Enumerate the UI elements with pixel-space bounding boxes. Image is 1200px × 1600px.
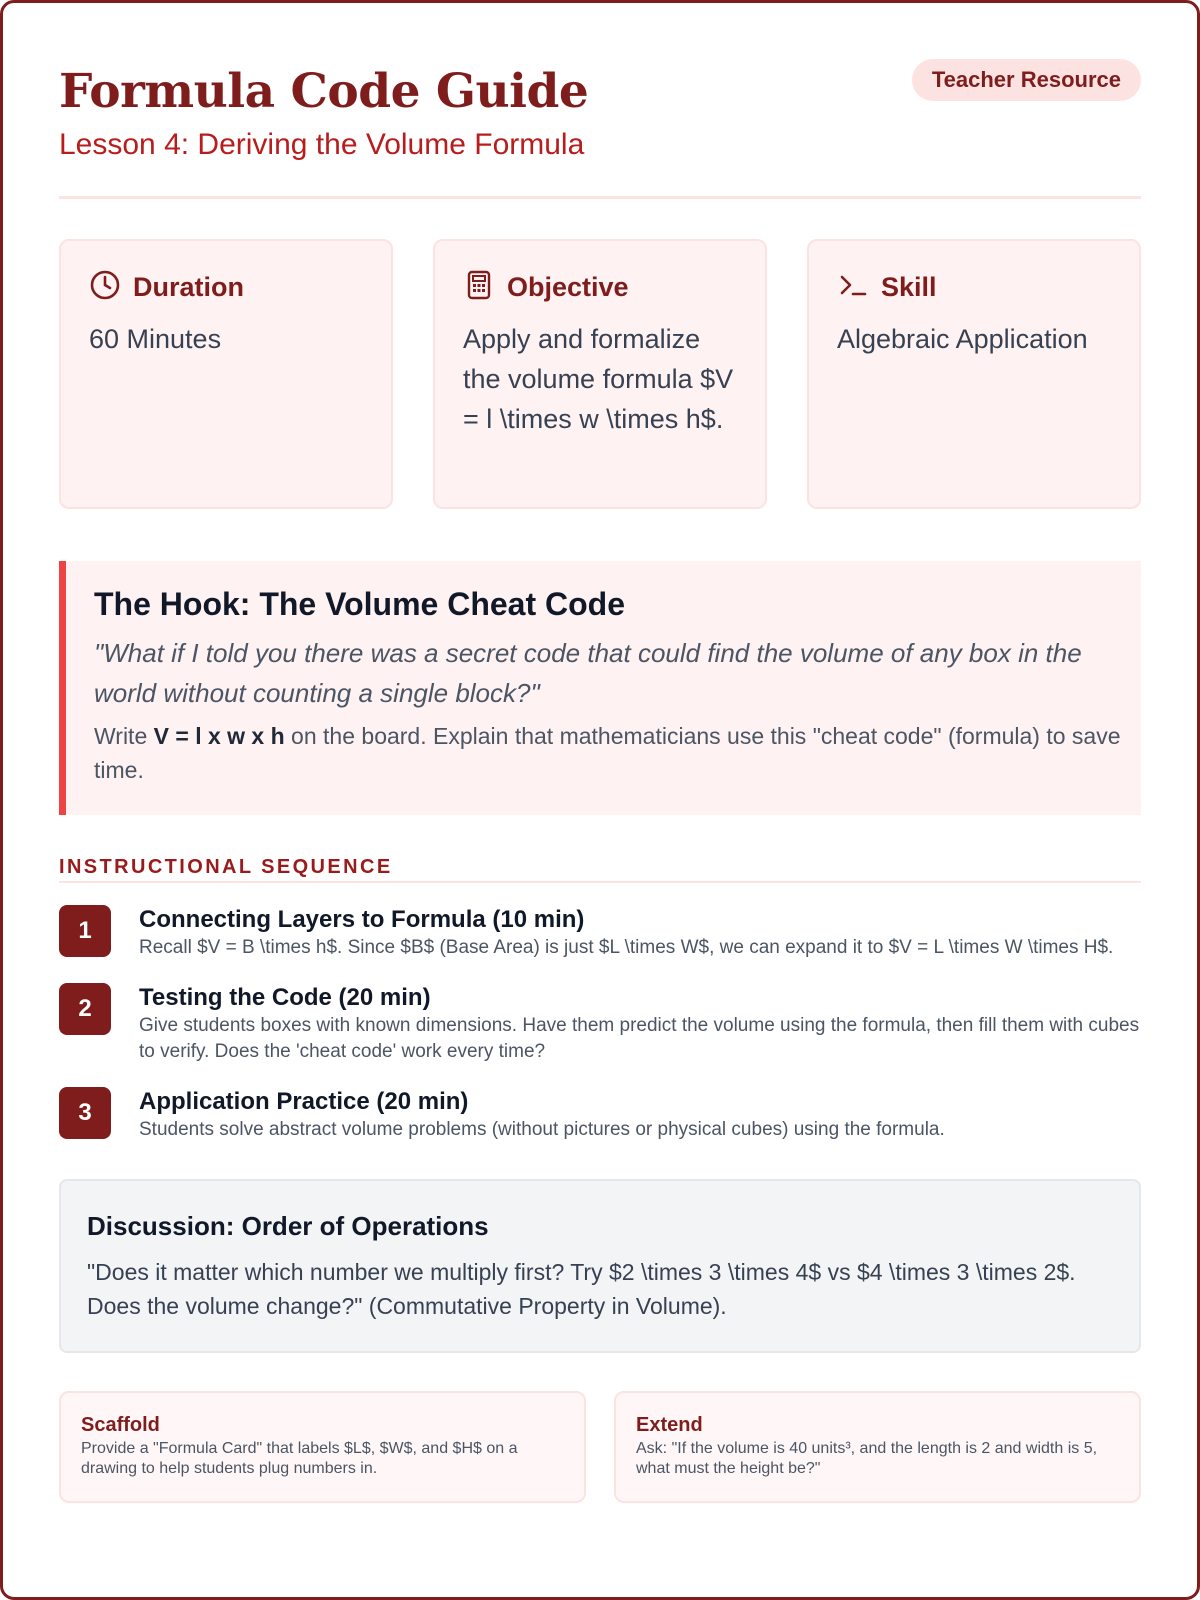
step-description: Students solve abstract volume problems (without pictures or physical cubes) using the formula.	[139, 1119, 945, 1140]
info-cards	[59, 239, 1141, 509]
duration-title: Duration	[133, 271, 244, 302]
step-description: Recall $V = B \times h$. Since $B$ (Base Area) is just $L \times W$, we can expand it to $V = L \times W \times H$.	[139, 937, 1114, 958]
duration-value: 60 Minutes	[89, 324, 222, 354]
skill-card	[807, 239, 1141, 509]
objective-card	[433, 239, 767, 509]
duration-card	[59, 239, 393, 509]
extend-text: Ask: "If the volume is 40 units³, and the length is 2 and width is 5, what must the height be?"	[636, 1440, 1098, 1477]
sequence-step	[59, 983, 1141, 1065]
scaffold-text: Provide a "Formula Card" that labels $L$, $W$, and $H$ on a drawing to help students plug numbers in.	[81, 1440, 518, 1477]
hook-instruction	[94, 719, 1133, 787]
page-title: Formula Code Guide	[59, 64, 589, 119]
differentiation-row	[59, 1391, 1141, 1503]
header	[59, 3, 1141, 199]
skill-value: Algebraic Application	[837, 324, 1088, 354]
clock-icon	[89, 269, 121, 306]
hook-formula: V = l x w x h	[153, 723, 285, 749]
hook-text-after: on the board. Explain that mathematicians use this "cheat code" (formula) to save time.	[94, 723, 1121, 783]
scaffold-title: Scaffold	[81, 1414, 160, 1436]
extend-box	[614, 1391, 1141, 1503]
step-number: 3	[59, 1087, 111, 1139]
scaffold-box	[59, 1391, 586, 1503]
hook-title: The Hook: The Volume Cheat Code	[94, 586, 625, 622]
extend-title: Extend	[636, 1414, 703, 1436]
calculator-icon	[463, 269, 495, 306]
lesson-subtitle: Lesson 4: Deriving the Volume Formula	[59, 128, 585, 161]
hook-section	[59, 561, 1141, 815]
sequence-heading: INSTRUCTIONAL SEQUENCE	[59, 855, 1141, 883]
skill-title: Skill	[881, 271, 937, 302]
discussion-title: Discussion: Order of Operations	[87, 1211, 489, 1241]
step-number: 1	[59, 905, 111, 957]
sequence-step	[59, 905, 1141, 961]
objective-value: Apply and formalize the volume formula $V = l \times w \times h$.	[463, 324, 734, 434]
step-title: Connecting Layers to Formula (10 min)	[139, 906, 585, 933]
step-title: Application Practice (20 min)	[139, 1088, 469, 1115]
hook-text-before: Write	[94, 723, 154, 749]
terminal-icon	[837, 269, 869, 306]
discussion-box	[59, 1179, 1141, 1353]
step-title: Testing the Code (20 min)	[139, 984, 431, 1011]
step-description: Give students boxes with known dimensions. Have them predict the volume using the formula, then fill them with cubes to verify. Does the 'cheat code' work every time?	[139, 1015, 1140, 1062]
hook-quote: "What if I told you there was a secret code that could find the volume of any box in the world without counting a single block?"	[94, 638, 1082, 708]
discussion-text: "Does it matter which number we multiply first? Try $2 \times 3 \times 4$ vs $4 \times 3 \times 2$. Does the volume change?" (Commutative Property in Volume).	[87, 1259, 1076, 1319]
sequence-step	[59, 1087, 1141, 1143]
objective-title: Objective	[507, 271, 629, 302]
teacher-resource-badge: Teacher Resource	[912, 59, 1141, 101]
step-number: 2	[59, 983, 111, 1035]
